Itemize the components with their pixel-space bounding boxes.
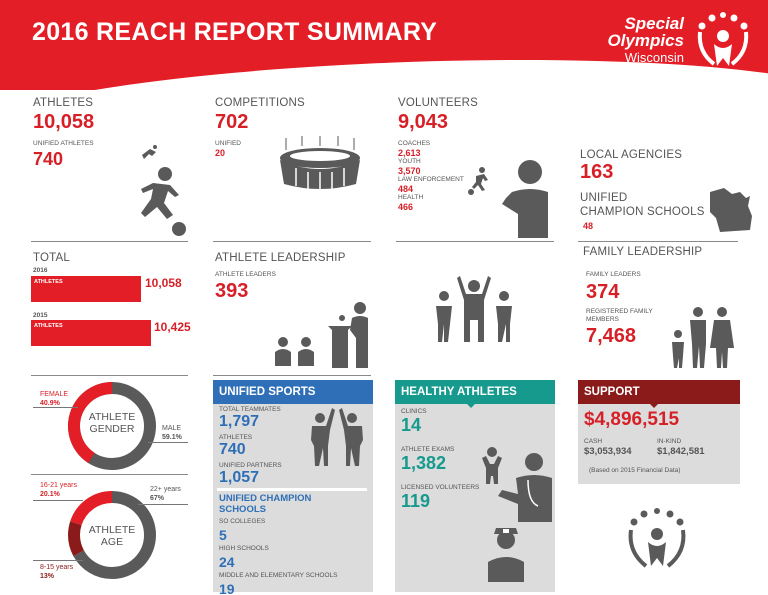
age-22-plus-label: 22+ years (150, 486, 181, 493)
female-label: FEMALE (40, 391, 69, 398)
logo-line-2: Olympics (607, 31, 684, 50)
support-header: SUPPORT (578, 380, 740, 404)
inkind-value: $1,842,581 (657, 446, 705, 457)
unified-sports-header: UNIFIED SPORTS (213, 380, 373, 404)
stadium-icon (272, 134, 368, 196)
volunteer-item-value: 3,570 (398, 166, 421, 176)
local-agencies-heading: LOCAL AGENCIES (580, 149, 683, 161)
school-stat-value: 19 (219, 581, 235, 595)
divider (396, 241, 554, 242)
age-leader-line (33, 560, 83, 561)
volunteer-coach-icon (462, 158, 552, 240)
volunteer-item-value: 2,613 (398, 148, 421, 158)
total-year-2015: 2015 (33, 312, 48, 319)
male-label: MALE (162, 425, 182, 432)
male-percent: 59.1% (162, 434, 182, 441)
unified-stat-value: 740 (219, 441, 246, 458)
ucs-value: 48 (583, 221, 594, 231)
page-title: 2016 REACH REPORT SUMMARY (32, 18, 438, 46)
school-stat-label: HIGH SCHOOLS (219, 545, 269, 552)
unified-stat-label: ATHLETES (219, 434, 253, 441)
athletes-bar-2016-value: 10,058 (145, 276, 182, 290)
healthy-athletes-header: HEALTHY ATHLETES (395, 380, 555, 404)
school-stat-label: MIDDLE AND ELEMENTARY SCHOOLS (219, 572, 338, 579)
family-leadership-heading: FAMILY LEADERSHIP (583, 246, 703, 258)
age-8-15-percent: 13% (40, 573, 55, 580)
divider (578, 241, 738, 242)
unified-stat-label: TOTAL TEAMMATES (219, 406, 281, 413)
athlete-leaders-value: 393 (215, 280, 249, 302)
support-total: $4,896,515 (584, 409, 680, 430)
unified-stat-value: 1,057 (219, 469, 260, 486)
healthy-stat-label: ATHLETE EXAMS (401, 446, 455, 453)
support-note: (Based on 2015 Financial Data) (589, 467, 681, 474)
special-olympics-emblem-icon (624, 508, 690, 574)
family-leaders-value: 374 (586, 281, 620, 303)
athletes-value: 10,058 (33, 111, 95, 133)
athletes-bar-2015 (31, 320, 151, 346)
divider (31, 375, 188, 376)
healthy-stat-label: LICENSED VOLUNTEERS (401, 484, 480, 491)
logo-line-1: Special (624, 14, 684, 33)
volunteer-item-label: HEALTH (398, 194, 424, 201)
age-center-line-2: AGE (100, 536, 124, 548)
healthy-stat-value: 119 (401, 491, 431, 511)
age-center-line-1: ATHLETE (88, 524, 136, 536)
volunteer-item-value: 466 (398, 202, 414, 212)
gender-donut-label (72, 411, 152, 435)
local-agencies-value: 163 (580, 161, 614, 183)
unified-schools-stats (219, 516, 369, 595)
soccer-player-icon (115, 145, 193, 239)
logo-line-3: Wisconsin (624, 50, 684, 65)
competitions-value: 702 (215, 111, 249, 133)
healthy-stat-value: 14 (401, 415, 422, 435)
volunteers-value: 9,043 (398, 111, 449, 133)
healthy-stat-label: CLINICS (401, 408, 427, 415)
age-leader-line (33, 500, 83, 501)
panel-separator (217, 488, 367, 491)
healthy-stat-value: 1,382 (401, 453, 447, 473)
logo-text (572, 15, 684, 66)
female-legend (40, 390, 68, 408)
competitions-unified-label: UNIFIED (215, 140, 241, 147)
age-22-plus-percent: 67% (150, 495, 165, 502)
family-leaders-label: FAMILY LEADERS (586, 271, 641, 278)
athlete-leaders-label: ATHLETE LEADERS (215, 271, 276, 278)
divider (213, 241, 371, 242)
special-olympics-logo-icon (694, 12, 752, 74)
unified-stat-label: UNIFIED PARTNERS (219, 462, 282, 469)
ucs-heading (580, 191, 705, 219)
cash-label: CASH (584, 438, 603, 445)
age-donut-label (72, 524, 152, 548)
cash-value: $3,053,934 (584, 446, 632, 457)
female-percent: 40.9% (40, 400, 60, 407)
total-year-2016: 2016 (33, 267, 48, 274)
school-stat-value: 5 (219, 527, 227, 543)
age-legend-22-plus (150, 485, 181, 503)
doctor-patient-icon (478, 442, 554, 582)
female-leader-line (33, 407, 78, 408)
age-16-21-percent: 20.1% (40, 491, 60, 498)
age-leader-line (138, 504, 188, 505)
volunteer-item-label: YOUTH (398, 158, 421, 165)
cheering-people-icon (432, 274, 516, 344)
ucs-heading-line-2: CHAMPION SCHOOLS (580, 206, 705, 218)
age-8-15-label: 8-15 years (40, 564, 74, 571)
ucs-panel-heading-line-2: SCHOOLS (219, 504, 266, 515)
male-legend (162, 424, 182, 442)
divider (213, 375, 371, 376)
registered-family-label: REGISTERED FAMILY MEMBERS (586, 308, 653, 323)
unified-sports-stats (219, 406, 309, 487)
header-pointer (648, 402, 660, 408)
unified-champion-schools-heading (219, 493, 311, 515)
family-icon (664, 306, 744, 370)
athlete-leadership-heading: ATHLETE LEADERSHIP (215, 252, 346, 264)
wisconsin-map-icon (706, 186, 756, 236)
athletes-heading: ATHLETES (33, 97, 94, 109)
school-stat-value: 24 (219, 554, 235, 570)
volunteer-item-label: LAW ENFORCEMENT (398, 176, 464, 183)
unified-athletes-value: 740 (33, 149, 64, 169)
age-legend-16-21 (40, 481, 77, 499)
bar-label: ATHLETES (34, 323, 63, 329)
ucs-panel-heading-line-1: UNIFIED CHAMPION (219, 493, 312, 504)
volunteer-item-label: COACHES (398, 140, 431, 147)
inkind-label: IN-KIND (657, 438, 682, 445)
volunteer-item-value: 484 (398, 184, 414, 194)
competitions-heading: COMPETITIONS (215, 97, 305, 109)
unified-stat-value: 1,797 (219, 413, 260, 430)
speaker-podium-icon (272, 298, 372, 370)
high-five-icon (306, 404, 368, 468)
school-stat-label: SO COLLEGES (219, 518, 266, 525)
competitions-unified-value: 20 (215, 148, 226, 158)
gender-center-line-1: ATHLETE (88, 411, 136, 423)
age-16-21-label: 16-21 years (40, 482, 77, 489)
volunteers-heading: VOLUNTEERS (398, 97, 478, 109)
age-legend-8-15 (40, 563, 73, 581)
divider (31, 241, 188, 242)
divider (31, 474, 188, 475)
ucs-heading-line-1: UNIFIED (580, 192, 628, 204)
total-heading: TOTAL (33, 252, 70, 264)
bar-label: ATHLETES (34, 279, 63, 285)
athletes-bar-2016 (31, 276, 141, 302)
athletes-bar-2015-value: 10,425 (154, 320, 191, 334)
registered-family-value: 7,468 (586, 325, 637, 347)
gender-center-line-2: GENDER (89, 423, 135, 435)
unified-athletes-label: UNIFIED ATHLETES (33, 140, 94, 147)
male-leader-line (148, 442, 188, 443)
